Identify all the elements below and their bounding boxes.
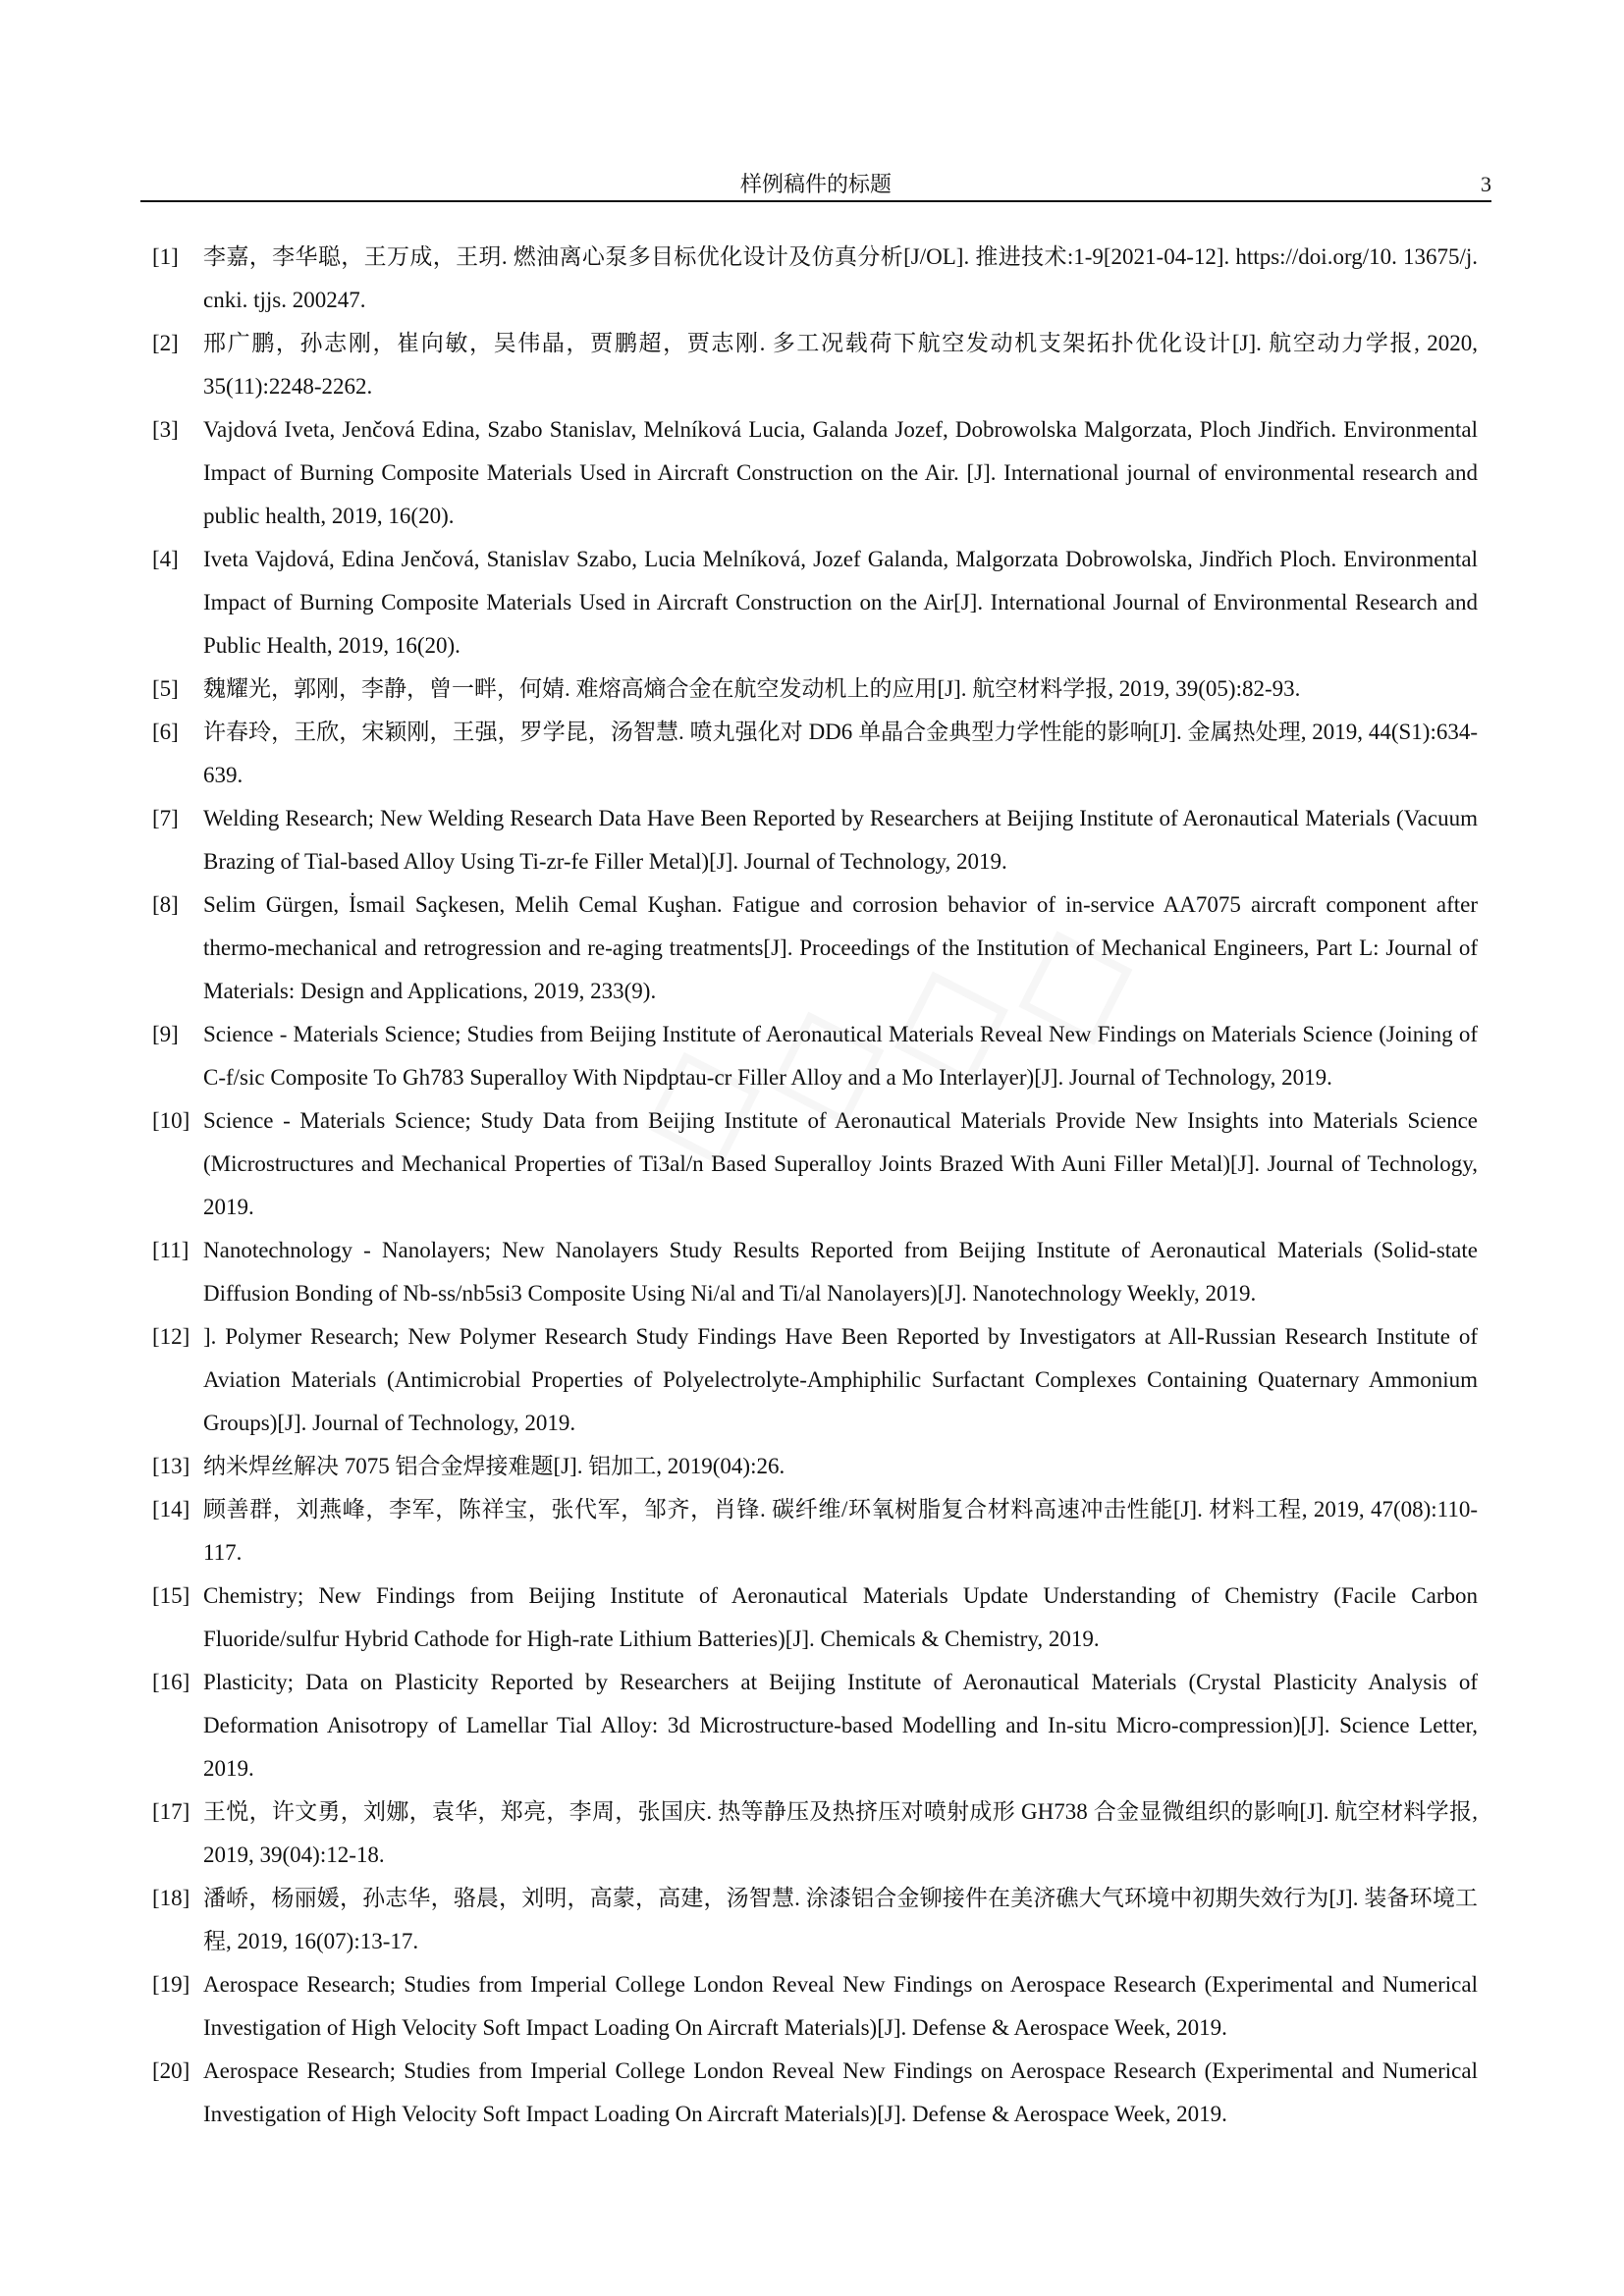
reference-number: [4] [152, 547, 179, 571]
reference-number: [9] [152, 1022, 179, 1046]
reference-text: Science - Materials Science; Study Data from Beijing Institute of Aeronautical Materials Provide New Insights into Materials Science (Microstructures and Mechanical Properties of Ti3al/n Based Superalloy Joints Brazed With Auni Filler Metal)[J]. Journal of Technology, 2019. [203, 1108, 1478, 1219]
reference-text: Vajdová Iveta, Jenčová Edina, Szabo Stanislav, Melníková Lucia, Galanda Jozef, Dobrowolska Malgorzata, Ploch Jindřich. Environmental Impact of Burning Composite Materials Used in Aircraft Construction on the Air. [J]. International journal of environmental research and public health, 2019, 16(20). [203, 417, 1478, 528]
reference-text: Science - Materials Science; Studies from Beijing Institute of Aeronautical Materials Reveal New Findings on Materials Science (Joining of C-f/sic Composite To Gh783 Superalloy With Nipdptau-cr Filler Alloy and a Mo Interlayer)[J]. Journal of Technology, 2019. [203, 1022, 1478, 1090]
reference-text: 顾善群，刘燕峰，李军，陈祥宝，张代军，邹齐，肖锋. 碳纤维/环氧树脂复合材料高速冲击性能[J]. 材料工程, 2019, 47(08):110-117. [203, 1497, 1478, 1565]
reference-text: 潘峤，杨丽媛，孙志华，骆晨，刘明，高蒙，高建，汤智慧. 涂漆铝合金铆接件在美济礁大气环境中初期失效行为[J]. 装备环境工程, 2019, 16(07):13-17. [203, 1886, 1478, 1953]
reference-item [152, 1099, 1478, 1229]
reference-number: [14] [152, 1497, 190, 1522]
reference-number: [8] [152, 892, 179, 917]
reference-item [152, 1013, 1478, 1099]
reference-item [152, 1229, 1478, 1315]
reference-text: 邢广鹏，孙志刚，崔向敏，吴伟晶，贾鹏超，贾志刚. 多工况载荷下航空发动机支架拓扑优化设计[J]. 航空动力学报, 2020, 35(11):2248-2262. [203, 331, 1478, 399]
reference-item [152, 797, 1478, 883]
reference-number: [18] [152, 1886, 190, 1910]
reference-item [152, 1575, 1478, 1661]
reference-item [152, 1315, 1478, 1445]
reference-text: Iveta Vajdová, Edina Jenčová, Stanislav Szabo, Lucia Melníková, Jozef Galanda, Malgorzata Dobrowolska, Jindřich Ploch. Environmental Impact of Burning Composite Materials Used in Aircraft Construction on the Air[J]. International Journal of Environmental Research and Public Health, 2019, 16(20). [203, 547, 1478, 658]
reference-list [152, 236, 1478, 2136]
reference-text: 许春玲，王欣，宋颖刚，王强，罗学昆，汤智慧. 喷丸强化对 DD6 单晶合金典型力学性能的影响[J]. 金属热处理, 2019, 44(S1):634-639. [203, 720, 1478, 787]
page-header [140, 171, 1491, 202]
reference-item [152, 2050, 1478, 2136]
reference-text: Welding Research; New Welding Research Data Have Been Reported by Researchers at Beijing Institute of Aeronautical Materials (Vacuum Brazing of Tial-based Alloy Using Ti-zr-fe Filler Metal)[J]. Journal of Technology, 2019. [203, 806, 1478, 874]
reference-number: [6] [152, 720, 179, 744]
reference-number: [13] [152, 1454, 190, 1478]
reference-item [152, 322, 1478, 408]
reference-number: [10] [152, 1108, 190, 1133]
reference-number: [12] [152, 1324, 190, 1349]
reference-number: [7] [152, 806, 179, 830]
page-number: 3 [1481, 172, 1491, 196]
reference-number: [3] [152, 417, 179, 442]
reference-text: 纳米焊丝解决 7075 铝合金焊接难题[J]. 铝加工, 2019(04):26. [203, 1454, 785, 1478]
reference-number: [20] [152, 2058, 190, 2083]
reference-text: 魏耀光，郭刚，李静，曾一畔，何婧. 难熔高熵合金在航空发动机上的应用[J]. 航空材料学报, 2019, 39(05):82-93. [203, 676, 1301, 701]
reference-item [152, 711, 1478, 797]
reference-item [152, 667, 1478, 711]
reference-number: [11] [152, 1238, 189, 1262]
reference-item [152, 1963, 1478, 2050]
reference-number: [16] [152, 1670, 190, 1694]
reference-number: [1] [152, 244, 179, 269]
reference-item [152, 1790, 1478, 1877]
reference-text: Nanotechnology - Nanolayers; New Nanolayers Study Results Reported from Beijing Institute of Aeronautical Materials (Solid-state Diffusion Bonding of Nb-ss/nb5si3 Composite Using Ni/al and Ti/al Nanolayers)[J]. Nanotechnology Weekly, 2019. [203, 1238, 1478, 1306]
reference-item [152, 1661, 1478, 1790]
reference-text: Chemistry; New Findings from Beijing Institute of Aeronautical Materials Update Understanding of Chemistry (Facile Carbon Fluoride/sulfur Hybrid Cathode for High-rate Lithium Batteries)[J]. Chemicals & Chemistry, 2019. [203, 1583, 1478, 1651]
reference-item [152, 883, 1478, 1013]
running-title: 样例稿件的标题 [739, 172, 892, 196]
reference-text: Plasticity; Data on Plasticity Reported by Researchers at Beijing Institute of Aeronautical Materials (Crystal Plasticity Analysis of Deformation Anisotropy of Lamellar Tial Alloy: 3d Microstructure-based Modelling and In-situ Micro-compression)[J]. Science Letter, 2019. [203, 1670, 1478, 1781]
reference-number: [19] [152, 1972, 190, 1997]
reference-item [152, 236, 1478, 322]
reference-number: [5] [152, 676, 179, 701]
reference-item [152, 538, 1478, 667]
reference-text: Selim Gürgen, İsmail Saçkesen, Melih Cemal Kuşhan. Fatigue and corrosion behavior of in-service AA7075 aircraft component after thermo-mechanical and retrogression and re-aging treatments[J]. Proceedings of the Institution of Mechanical Engineers, Part L: Journal of Materials: Design and Applications, 2019, 233(9). [203, 892, 1478, 1003]
reference-number: [2] [152, 331, 179, 355]
reference-item [152, 1488, 1478, 1575]
reference-item [152, 1877, 1478, 1963]
reference-text: 王悦，许文勇，刘娜，袁华，郑亮，李周，张国庆. 热等静压及热挤压对喷射成形 GH738 合金显微组织的影响[J]. 航空材料学报, 2019, 39(04):12-18. [203, 1799, 1478, 1867]
reference-text: Aerospace Research; Studies from Imperial College London Reveal New Findings on Aerospace Research (Experimental and Numerical Investigation of High Velocity Soft Impact Loading On Aircraft Materials)[J]. Defense & Aerospace Week, 2019. [203, 2058, 1478, 2126]
reference-item [152, 1445, 1478, 1488]
reference-text: 李嘉，李华聪，王万成，王玥. 燃油离心泵多目标优化设计及仿真分析[J/OL]. 推进技术:1-9[2021-04-12]. https://doi.org/10. 13675/j. cnki. tjjs. 200247. [203, 244, 1478, 312]
reference-item [152, 408, 1478, 538]
reference-text: ]. Polymer Research; New Polymer Research Study Findings Have Been Reported by Investigators at All-Russian Research Institute of Aviation Materials (Antimicrobial Properties of Polyelectrolyte-Amphiphilic Surfactant Complexes Containing Quaternary Ammonium Groups)[J]. Journal of Technology, 2019. [203, 1324, 1478, 1435]
reference-text: Aerospace Research; Studies from Imperial College London Reveal New Findings on Aerospace Research (Experimental and Numerical Investigation of High Velocity Soft Impact Loading On Aircraft Materials)[J]. Defense & Aerospace Week, 2019. [203, 1972, 1478, 2040]
reference-number: [17] [152, 1799, 190, 1824]
reference-number: [15] [152, 1583, 190, 1608]
